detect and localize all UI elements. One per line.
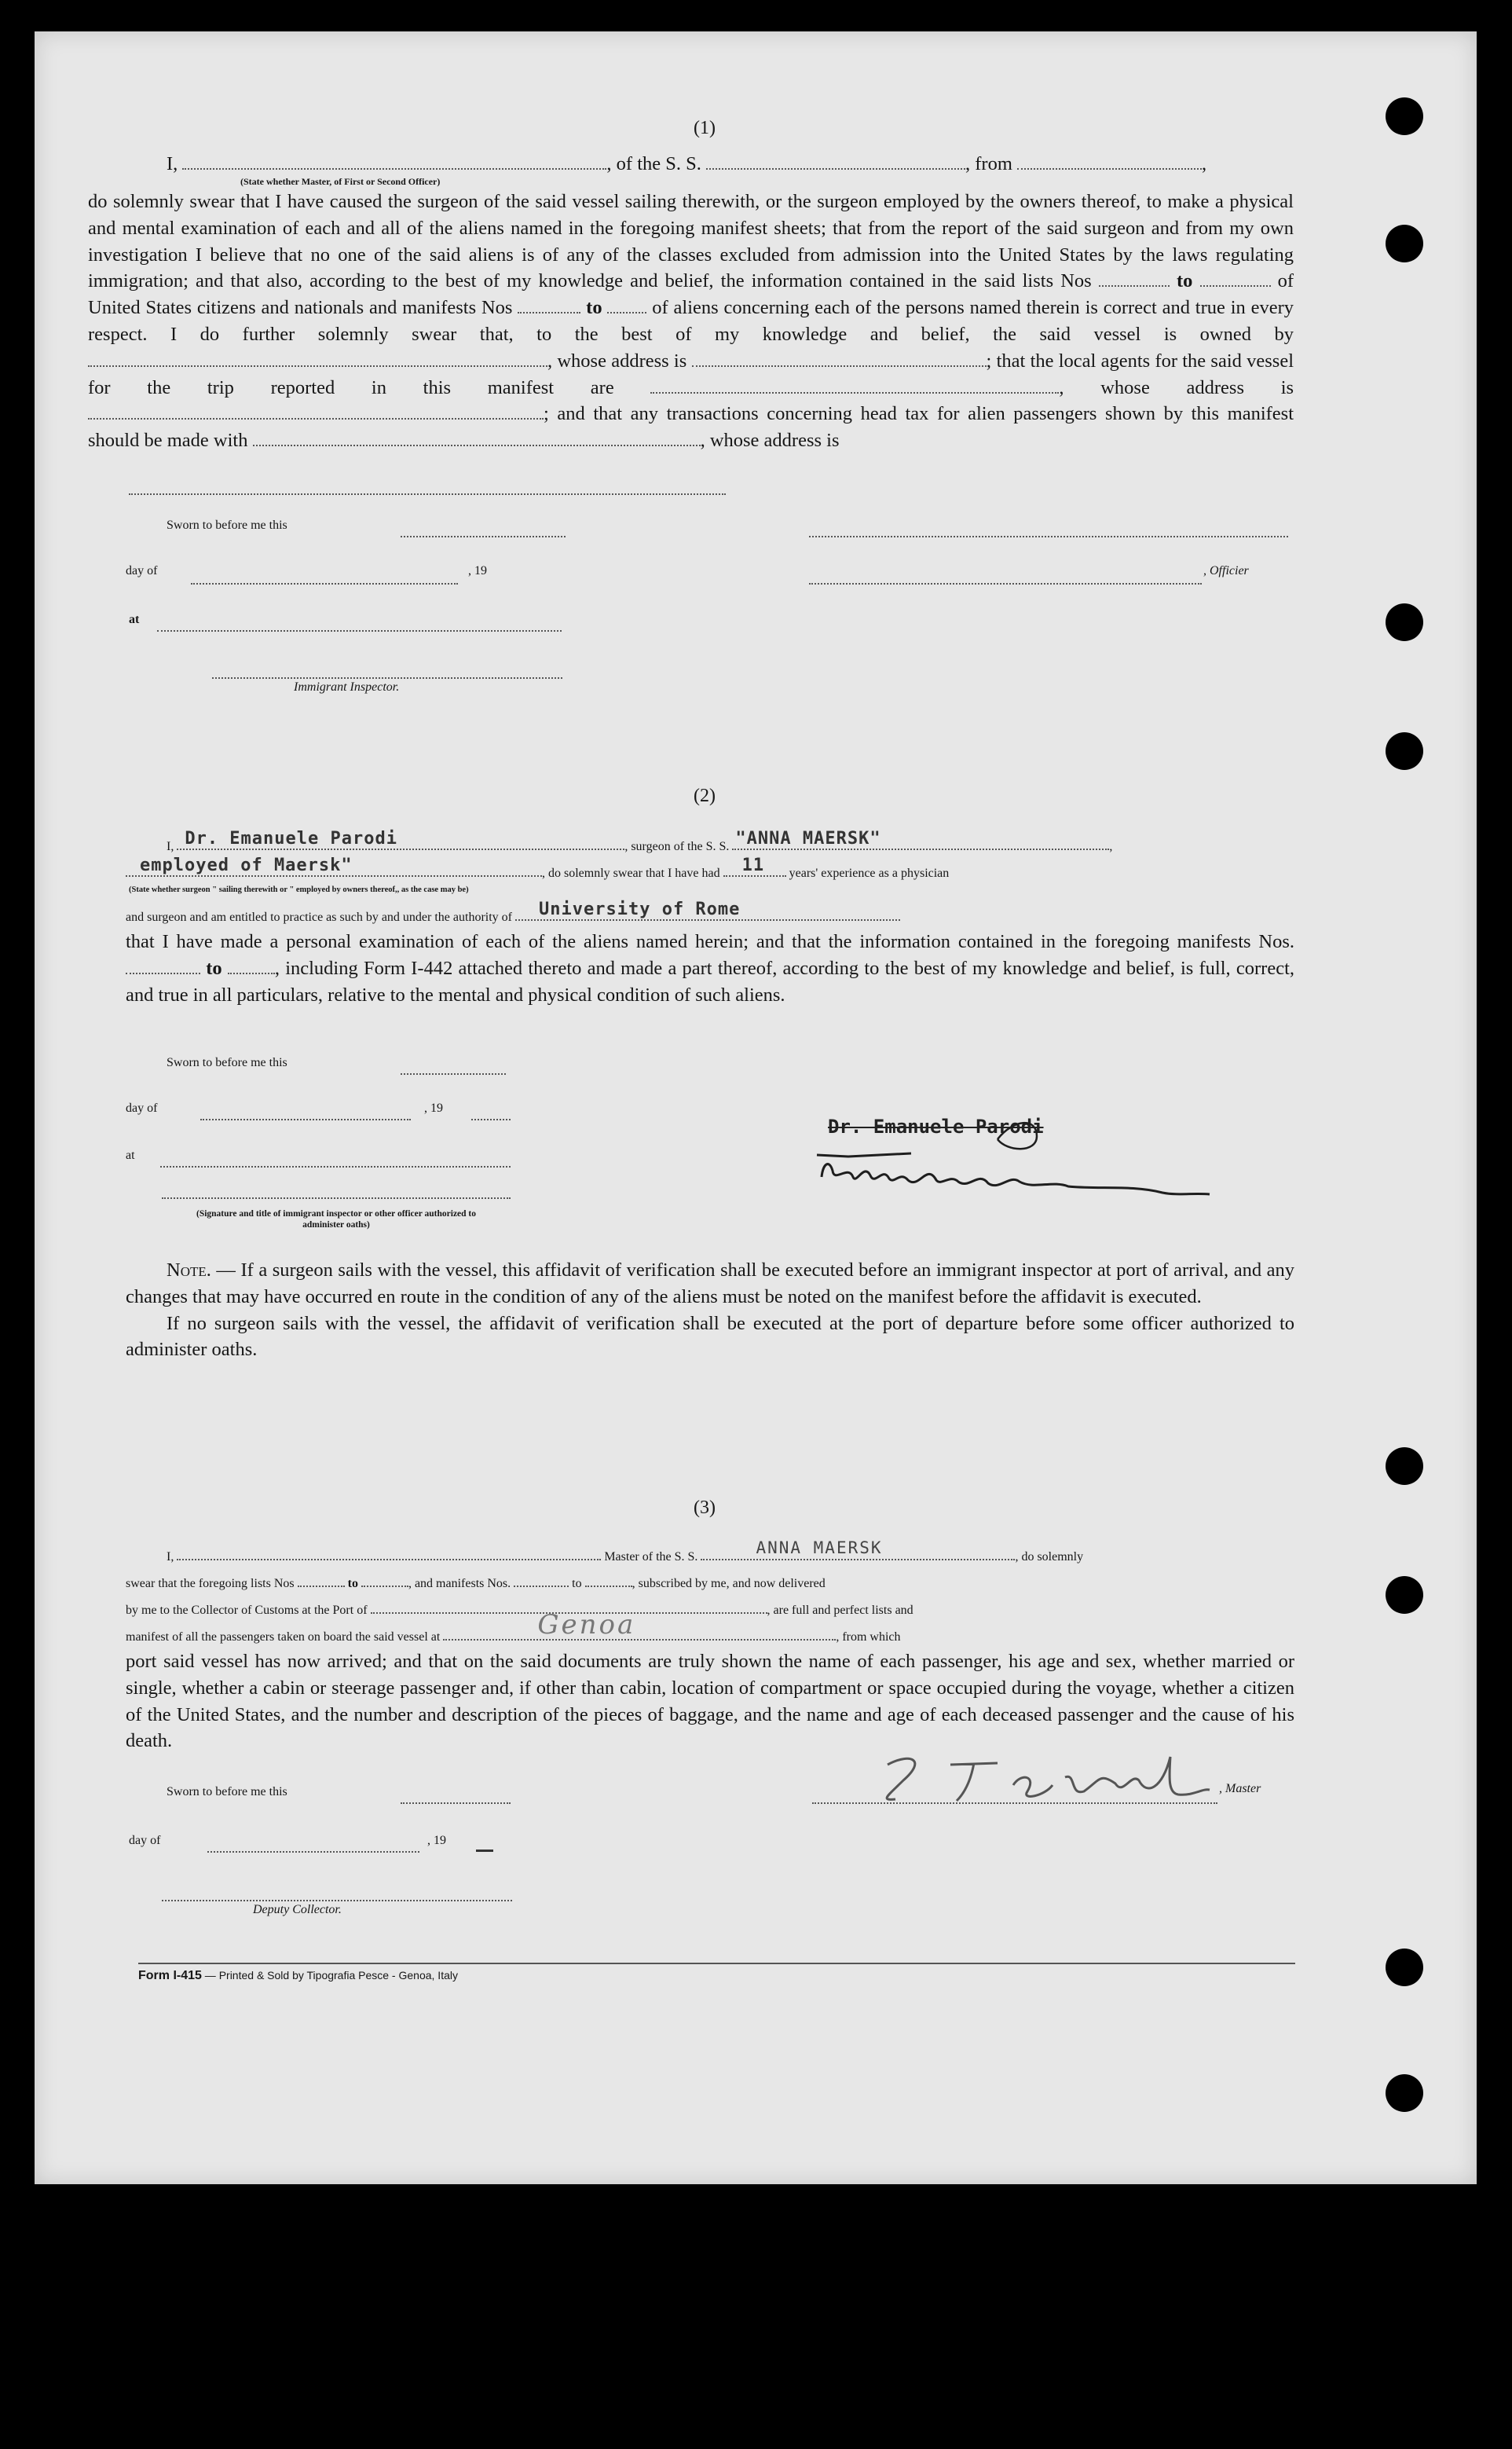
footer-rule: [138, 1963, 1295, 1964]
text: that I have made a personal examination of each of the aliens named herein; and that the information contained in the foregoing manifests Nos.: [126, 931, 1294, 952]
section-number: (1): [694, 118, 716, 138]
inspector-signature-field[interactable]: [162, 1197, 511, 1199]
inspector-label: Immigrant Inspector.: [294, 680, 400, 694]
form-number: Form I-415: [138, 1969, 202, 1982]
note-label: Note.: [167, 1259, 211, 1281]
at-field[interactable]: [157, 630, 562, 632]
punch-hole: [1386, 603, 1423, 641]
text: and surgeon and am entitled to practice as such by and under the authority of: [126, 911, 512, 924]
surgeon-name-field[interactable]: [177, 831, 624, 850]
deputy-collector-label: Deputy Collector.: [253, 1903, 342, 1916]
inspector-signature-field[interactable]: [212, 677, 562, 679]
text: to: [1176, 270, 1193, 292]
surgeon-ship-field[interactable]: [732, 831, 1109, 850]
sworn-label: Sworn to before me this: [167, 519, 287, 532]
text: to: [572, 1577, 582, 1590]
collector-signature-field[interactable]: [162, 1900, 512, 1901]
text: to: [586, 297, 602, 319]
manifests-from-field[interactable]: [126, 955, 200, 974]
manifests-to-field[interactable]: [228, 955, 275, 974]
from-field[interactable]: [1017, 151, 1202, 170]
surgeon-name-value: Dr. Emanuele Parodi: [185, 829, 397, 849]
text: whose address is: [1100, 376, 1294, 398]
officer-signature-top-field[interactable]: [809, 536, 1288, 537]
text: , whose address is: [547, 350, 687, 372]
text: by me to the Collector of Customs at the Port of: [126, 1604, 368, 1617]
master-line-2: [126, 1568, 826, 1591]
year-label: , 19: [427, 1834, 446, 1847]
sworn-label: Sworn to before me this: [167, 1056, 287, 1069]
authority-value: University of Rome: [539, 900, 741, 919]
text: that the local agents for the said vessel for the trip reported in this manifest are: [88, 350, 1294, 398]
at-field[interactable]: [160, 1166, 511, 1168]
year-label: , 19: [424, 1102, 443, 1115]
signature-hint: (Signature and title of immigrant inspector or other officer authorized to administer oaths): [196, 1209, 477, 1230]
text: , do solemnly: [1015, 1550, 1084, 1564]
note-block: [126, 1257, 1294, 1363]
surgeon-line-1: [167, 831, 1112, 854]
manifest-from-field[interactable]: [518, 295, 580, 313]
text: years' experience as a physician: [789, 867, 950, 880]
embark-port-value: Genoa: [537, 1609, 636, 1641]
sworn-label: Sworn to before me this: [167, 1785, 287, 1798]
text: swear that the foregoing lists Nos: [126, 1577, 295, 1590]
day-of-field[interactable]: [207, 1851, 419, 1853]
owner-address-field[interactable]: [692, 348, 987, 367]
punch-hole: [1386, 732, 1423, 770]
surgeon-line-2: [126, 858, 949, 881]
officer-signature-field[interactable]: [809, 583, 1202, 585]
text: I,: [167, 1550, 174, 1564]
text: ,: [1109, 840, 1113, 853]
owner-field[interactable]: [88, 348, 547, 367]
master-name-field[interactable]: [177, 1542, 601, 1560]
punch-hole: [1386, 1949, 1423, 1986]
text: ;: [986, 350, 992, 372]
master-ship-value: ANNA MAERSK: [756, 1538, 883, 1557]
section-number: (2): [694, 786, 716, 806]
text: , do solemnly swear that I have had: [542, 867, 720, 880]
day-of-field[interactable]: [200, 1119, 411, 1120]
day-of-label: day of: [126, 1102, 158, 1115]
manifests-to-field[interactable]: [585, 1568, 632, 1587]
lists-to-field[interactable]: [1200, 268, 1271, 287]
surgeon-ship-value: "ANNA MAERSK": [735, 829, 881, 849]
printer-text: — Printed & Sold by Tipografia Pesce - Genoa, Italy: [201, 1969, 458, 1982]
manifests-from-field[interactable]: [514, 1568, 569, 1587]
oath-line-1: [167, 151, 1206, 175]
text: do solemnly swear that I have caused the surgeon of the said vessel sailing therewith, or the surgeon employed by the owners thereof, to make a physical and mental examination of each and all of the aliens named in the foregoing manifest sheets; that from the report of the said surgeon and from my own investigation I believe that no one of the said aliens is of any of the classes excluded from admission into the United States by the laws regulating immigration; and that also, according to the best of my knowledge and belief, the information contained in the said lists Nos: [88, 191, 1294, 292]
text: to: [347, 1577, 358, 1590]
section-3-body: port said vessel has now arrived; and that on the said documents are truly shown the name of each passenger, his age and sex, whether married or single, whether a cabin or steerage passenger and, if other than cabin, location of compartment or space occupied during the voyage, whether a citizen of the United States, and the number and description of the pieces of baggage, and the name and age of each deceased passenger and the cause of his death.: [126, 1651, 1294, 1752]
agents-address-field[interactable]: [88, 401, 544, 420]
punch-hole: [1386, 1447, 1423, 1485]
lists-from-field[interactable]: [1099, 268, 1170, 287]
note-text: — If a surgeon sails with the vessel, this affidavit of verification shall be executed before an immigrant inspector at port of arrival, and any changes that may have occurred en route in the condition of any of the aliens must be noted on the manifest before the affidavit is executed.: [126, 1259, 1294, 1307]
text: , subscribed by me, and now delivered: [632, 1577, 826, 1590]
employment-value: employed of Maersk": [140, 856, 353, 875]
text: to: [206, 957, 222, 979]
text: , including Form I-442 attached thereto and made a part thereof, according to the best of my knowledge and belief, is full, correct, and true in all particulars, relative to the mental and physical condition of such aliens.: [126, 957, 1295, 1006]
text: Dr. Emanuele Parodi: [828, 1116, 1044, 1138]
day-of-field[interactable]: [191, 583, 458, 585]
embark-port-field[interactable]: [443, 1609, 836, 1641]
sworn-date-field[interactable]: [401, 536, 566, 537]
year-field[interactable]: [471, 1119, 511, 1120]
headtax-field[interactable]: [253, 427, 701, 446]
years-field[interactable]: [723, 858, 786, 877]
master-line-3: [126, 1595, 913, 1618]
text: of aliens concerning each of the persons named therein is correct and true in every respect. I do further solemnly swear that, to the best of my knowledge and belief, the said vessel is owned by: [88, 297, 1294, 345]
master-ship-field[interactable]: [701, 1538, 1015, 1560]
master-line-1: [167, 1538, 1084, 1564]
ship-name-field[interactable]: [706, 151, 965, 170]
sworn-date-field[interactable]: [401, 1073, 506, 1075]
printer-footer: [138, 1969, 458, 1983]
master-label: , Master: [1219, 1782, 1261, 1795]
manifest-to-field[interactable]: [607, 295, 646, 313]
day-of-label: day of: [129, 1834, 161, 1847]
surgeon-signature: [801, 1108, 1241, 1202]
agents-field[interactable]: [650, 375, 1059, 394]
headtax-address-field[interactable]: [129, 493, 726, 495]
text: , surgeon of the S. S.: [624, 840, 730, 853]
note-2: If no surgeon sails with the vessel, the affidavit of verification shall be executed at the port of departure before some officer authorized to administer oaths.: [126, 1312, 1294, 1361]
punch-hole: [1386, 97, 1423, 135]
section-number: (3): [694, 1498, 716, 1518]
year-label: , 19: [468, 564, 487, 577]
officer-label: , Officier: [1203, 564, 1249, 577]
field-hint: (State whether surgeon " sailing therewith or " employed by owners thereof,, as the case may be): [129, 885, 469, 894]
text: ,: [1202, 153, 1207, 174]
field-hint: (State whether Master, of First or Second Officer): [240, 176, 441, 187]
section-2-body: [126, 929, 1294, 1008]
authority-field[interactable]: [515, 902, 900, 921]
lists-from-field[interactable]: [298, 1568, 345, 1587]
text: , of the S. S.: [606, 153, 701, 174]
text: manifest of all the passengers taken on board the said vessel at: [126, 1630, 441, 1644]
at-label: at: [126, 1149, 135, 1162]
employment-field[interactable]: [126, 858, 542, 877]
text: I,: [167, 153, 178, 174]
text: of United States citizens and nationals and manifests Nos: [88, 270, 1294, 319]
text: , from which: [836, 1630, 901, 1644]
text: , are full and perfect lists and: [767, 1604, 913, 1617]
day-of-label: day of: [126, 564, 158, 577]
punch-hole: [1386, 225, 1423, 262]
sworn-date-field[interactable]: [401, 1802, 511, 1804]
text: , from: [965, 153, 1012, 174]
at-label: at: [129, 613, 140, 626]
lists-to-field[interactable]: [361, 1568, 408, 1587]
text: ; and that any transactions concerning head tax for alien passengers shown by this manifest should be made with: [88, 403, 1294, 452]
text: ,: [1059, 376, 1064, 398]
officer-rank-field[interactable]: [182, 151, 606, 170]
master-signature: [864, 1749, 1225, 1812]
text: , whose address is: [700, 430, 840, 452]
punch-hole: [1386, 2074, 1423, 2112]
section-1-body: [88, 189, 1294, 454]
year-field[interactable]: [476, 1850, 493, 1852]
text: Master of the S. S.: [604, 1550, 698, 1564]
punch-hole: [1386, 1576, 1423, 1614]
surgeon-line-3: [126, 902, 900, 925]
text: I,: [167, 840, 174, 853]
years-value: 11: [741, 856, 765, 875]
text: , and manifests Nos.: [408, 1577, 511, 1590]
